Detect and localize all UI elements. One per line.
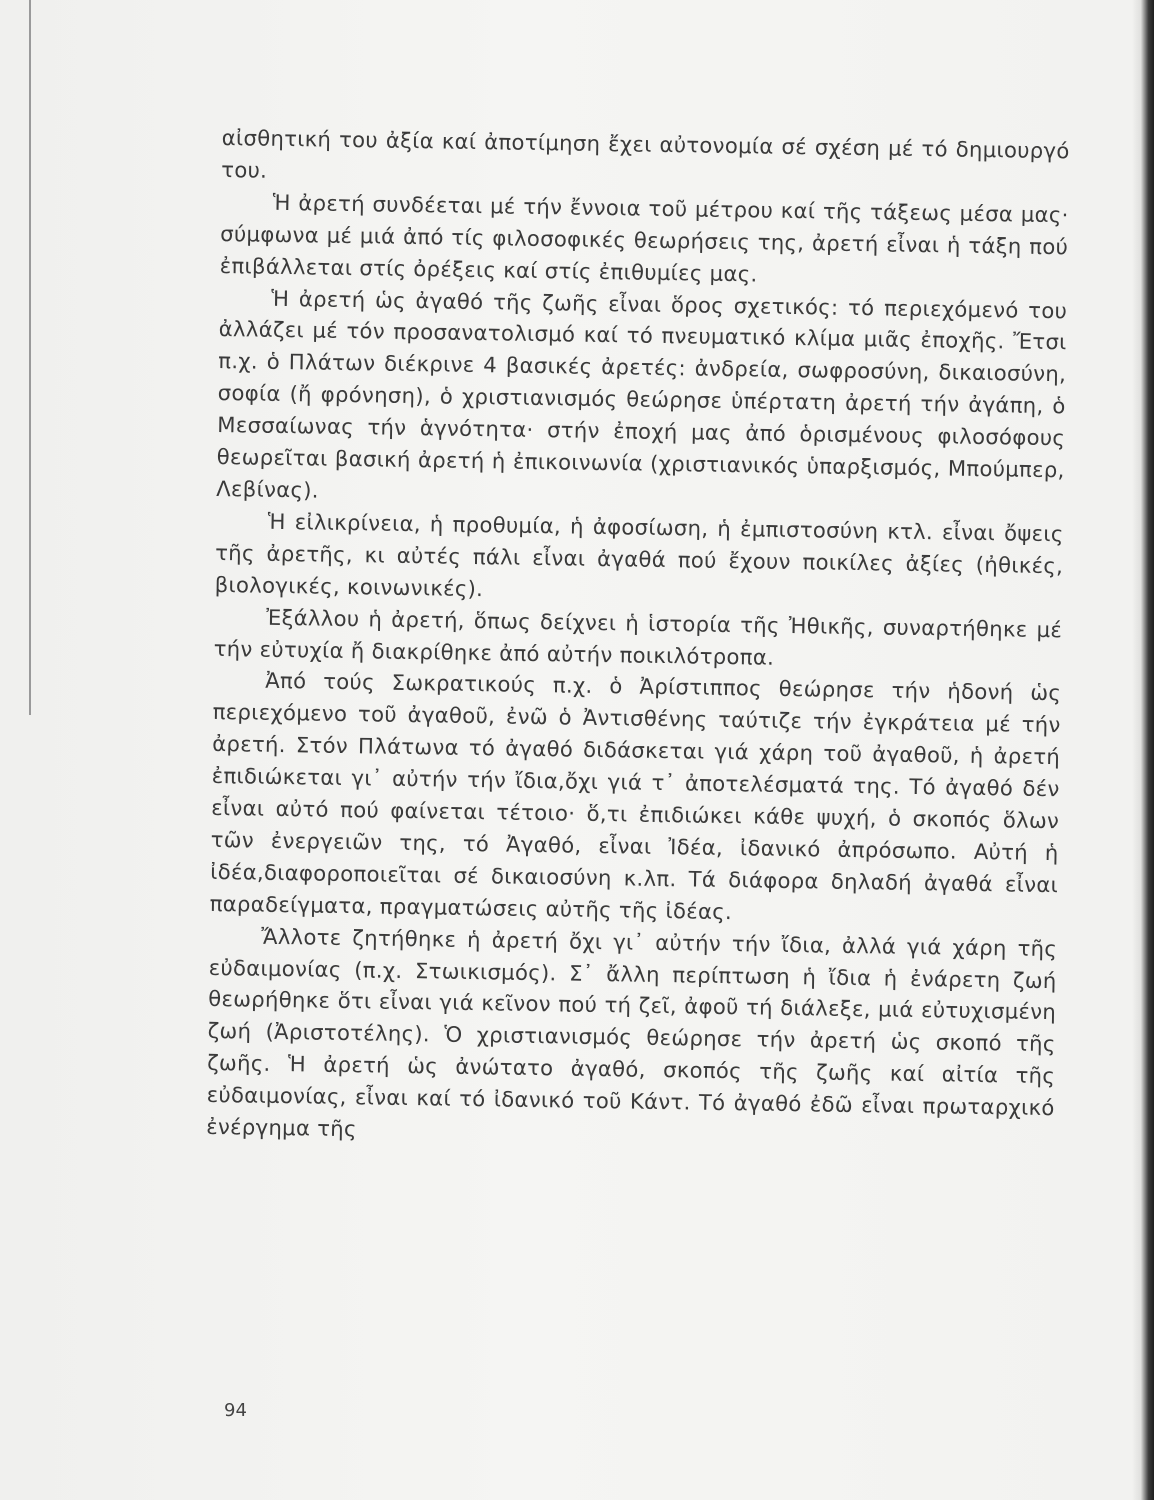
page-body-text <box>206 122 1070 1156</box>
binding-shadow <box>1132 0 1154 1500</box>
paragraph-continuation: αἰσθητική του ἀξία καί ἀποτίμηση ἔχει αὐτονομία σέ σχέση μέ τό δημιουργό του. <box>221 124 1070 183</box>
paragraph-eudaimonia: Ἄλλοτε ζητήθηκε ἡ ἀρετή ὄχι γι᾽ αὐτήν τήν ἴδια, ἀλλά γιά χάρη τῆς εὐδαιμονίας (π.χ. Στωικισμός). Σ᾽ ἄλλη περίπτωση ἡ ἴδια ἡ ἐνάρετη ζωή θεωρήθηκε ὅτι εἶναι γιά κεῖνον πού τή ζεῖ, ἀφοῦ τή διάλεξε, μιά εὐτυχισμένη ζωή (Ἀριστοτέλης). Ὁ χριστιανισμός θεώρησε τήν ἀρετή ὡς σκοπό τῆς ζωῆς. Ἡ ἀρετή ὡς ἀνώτατο ἀγαθό, σκοπός τῆς ζωῆς καί αἰτία τῆς εὐδαιμονίας, εἶναι καί τό ἰδανικό τοῦ Κάντ. Τό ἀγαθό ἐδῶ εἶναι πρωταρχικό ἐνέργημα τῆς <box>206 923 1058 1142</box>
paragraph-socratics: Ἀπό τούς Σωκρατικούς π.χ. ὁ Ἀρίστιππος θεώρησε τήν ἡδονή ὡς περιεχόμενο τοῦ ἀγαθοῦ, ἐνῶ ὁ Ἀντισθένης ταύτιζε τήν ἐγκράτεια μέ τήν ἀρετή. Στόν Πλάτωνα τό ἀγαθό διδάσκεται γιά χάρη τοῦ ἀγαθοῦ, ἡ ἀρετή ἐπιδιώκεται γι᾽ αὐτήν τήν ἴδια,ὄχι γιά τ᾽ ἀποτελέσματά της. Τό ἀγαθό δέν εἶναι αὐτό πού φαίνεται τέτοιο· ὅ,τι ἐπιδιώκει κάθε ψυχή, ὁ σκοπός ὅλων τῶν ἐνεργειῶν της, τό Ἀγαθό, εἶναι Ἰδέα, ἰδανικό ἀπρόσωπο. Αὐτή ἡ ἰδέα,διαφοροποιεῖται σέ δικαιοσύνη κ.λπ. Τά διάφορα δηλαδή ἀγαθά εἶναι παραδείγματα, πραγματώσεις αὐτῆς τῆς ἰδέας. <box>209 668 1062 924</box>
scan-edge-line <box>29 0 31 715</box>
page-number: 94 <box>224 1400 247 1421</box>
paragraph-aspects-of-virtue: Ἡ εἰλικρίνεια, ἡ προθυμία, ἡ ἀφοσίωση, ἡ ἐμπιστοσύνη κτλ. εἶναι ὄψεις τῆς ἀρετῆς, κι αὐτές πάλι εἶναι ἀγαθά πού ἔχουν ποικίλες ἀξίες (ἠθικές, βιολογικές, κοινωνικές). <box>214 508 1064 601</box>
paragraph-virtue-order: Ἡ ἀρετή συνδέεται μέ τήν ἔννοια τοῦ μέτρου καί τῆς τάξεως μέσα μας· σύμφωνα μέ μιά ἀπό τίς φιλοσοφικές θεωρήσεις της, ἀρετή εἶναι ἡ τάξη πού ἐπιβάλλεται στίς ὀρέξεις καί στίς ἐπιθυμίες μας. <box>219 189 1069 287</box>
paragraph-virtue-happiness: Ἐξάλλου ἡ ἀρετή, ὅπως δείχνει ἡ ἱστορία τῆς Ἠθικῆς, συναρτήθηκε μέ τήν εὐτυχία ἤ διακρίθηκε ἀπό αὐτήν ποικιλότροπα. <box>213 604 1063 670</box>
paragraph-virtue-relative: Ἡ ἀρετή ὡς ἀγαθό τῆς ζωῆς εἶναι ὅρος σχετικός: τό περιεχόμενό του ἀλλάζει μέ τόν προσανατολισμό καί τό πνευματικό κλίμα μιᾶς ἐποχῆς. Ἔτσι π.χ. ὁ Πλάτων διέκρινε 4 βασικές ἀρετές: ἀνδρεία, σωφροσύνη, δικαιοσύνη, σοφία (ἤ φρόνηση), ὁ χριστιανισμός θεώρησε ὑπέρτατη ἀρετή τήν ἀγάπη, ὁ Μεσσαίωνας τήν ἁγνότητα· στήν ἐποχή μας ἀπό ὁρισμένους φιλοσόφους θεωρεῖται βασική ἀρετή ἡ ἐπικοινωνία (χριστιανικός ὑπαρξισμός, Μπούμπερ, Λεβίνας). <box>216 285 1068 503</box>
